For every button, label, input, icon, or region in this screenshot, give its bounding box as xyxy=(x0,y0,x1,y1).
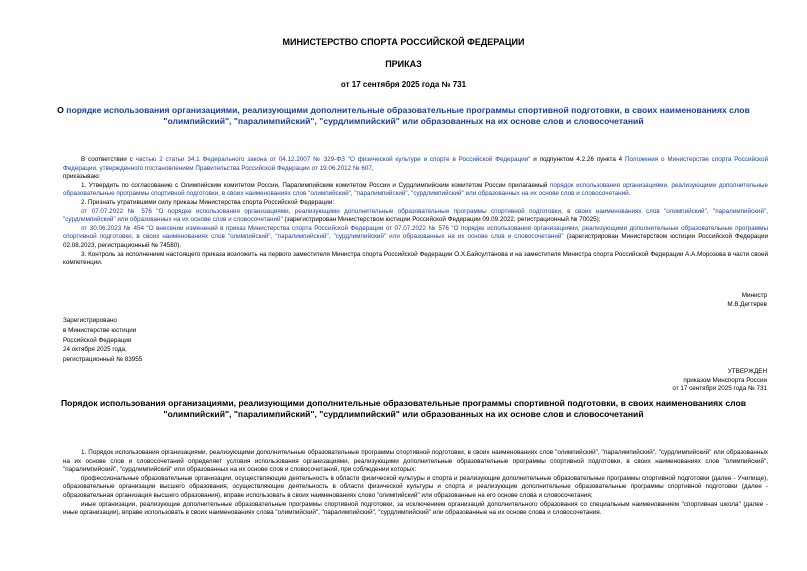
preamble-text-2: и подпунктом 4.2.26 пункта 4 xyxy=(530,156,625,163)
procedure-body xyxy=(63,449,768,518)
item-1-text: 1. Утвердить по согласованию с Олимпийским комитетом России, Паралимпийским комитетом России и Сурдлимпийским комитетом России прилагаемый xyxy=(81,181,550,189)
orders-word: приказываю: xyxy=(63,173,101,181)
registration-block xyxy=(63,316,142,365)
registration-line: Российской Федерации xyxy=(63,336,132,344)
approval-line: УТВЕРЖДЕН xyxy=(727,368,767,375)
procedure-paragraph-3: иные организации, реализующие дополнительные образовательные программы спортивной подготовки, за исключением организаций дополнительного образования со специальным наименованием "спортивная школа" (далее - иные организации), вправе использовать в своих наименованиях слова "олимпийский", "паралимпийский", "сурдлимпийский" или образованные на их основе слова и словосочетания. xyxy=(63,500,768,517)
subject-prefix: О xyxy=(57,105,67,115)
ministry-regulation-link[interactable]: Положения о Министерстве спорта Российской Федерации, утвержденного постановлением Правительства Российской Федерации от 19.06.2012 № 607 xyxy=(63,156,768,172)
item-1 xyxy=(63,182,768,199)
order-454-link[interactable]: от 30.06.2023 № 454 "О внесении изменений в приказ Министерства спорта Российской Федерации от 07.07.2022 № 576 "О порядке использования организациями, реализующими дополнительные образовательные программы спортивной подготовки, в своих наименованиях слов "олимпийский", "паралимпийский", "сурдлимпийский" или образованных на их основе слов и словосочетаний" xyxy=(63,224,768,241)
procedure-paragraph-1: 1. Порядок использования организациями, реализующими дополнительные образовательные программы спортивной подготовки, в своих наименованиях слов "олимпийский", "паралимпийский", "сурдлимпийский" или образованных на их основе слов и словосочетаний определяет условия использования организациями, реализующими дополнительные образовательные программы спортивной подготовки, в своих наименованиях слов "олимпийский", "паралимпийский", "сурдлимпийский" или образованных на их основе слов и словосочетаний, при соблюдении которых: xyxy=(63,449,768,474)
ministry-heading: МИНИСТЕРСТВО СПОРТА РОССИЙСКОЙ ФЕДЕРАЦИИ xyxy=(282,37,525,47)
item-2: 2. Признать утратившими силу приказы Министерства спорта Российской Федерации: xyxy=(81,198,335,206)
federal-law-link[interactable]: частью 2 статьи 34.1 Федерального закона от 04.12.2007 № 329-ФЗ "О физической культуре и спорте в Российской Федерации" xyxy=(135,156,531,163)
registration-line: 24 октября 2025 года, xyxy=(63,346,127,354)
registration-line: Зарегистрировано xyxy=(63,317,117,324)
item-2a xyxy=(63,208,768,225)
procedure-title: Порядок использования организациями, реализующими дополнительные образовательные программы спортивной подготовки, в своих наименованиях слов "олимпийский", "паралимпийский", "сурдлимпийский" или образованных на их основе слов и словосочетаний xyxy=(60,398,746,419)
order-heading: ПРИКАЗ xyxy=(385,59,422,69)
order-date-number: от 17 сентября 2025 года № 731 xyxy=(340,80,467,89)
preamble-text-1: В соответствии с xyxy=(81,156,136,163)
order-576-link[interactable]: от 07.07.2022 № 576 "О порядке использования организациями, реализующими дополнительные образовательные программы спортивной подготовки, в своих наименованиях слов "олимпийский", "паралимпийский", "сурдлимпийский" или образованных на их основе слов и словосочетаний" xyxy=(63,207,768,224)
order-body xyxy=(63,156,768,268)
item-2b-text: (зарегистрирован Министерством юстиции Российской Федерации 02.08.2023, регистрационный № 74580). xyxy=(63,233,768,249)
item-3: 3. Контроль за исполнением настоящего приказа возложить на первого заместителя Министра спорта Российской Федерации О.Х.Байсултанова и на заместителя Министра спорта Российской Федерации А.А.Морозова в части своей компетенции. xyxy=(63,250,768,267)
item-2a-text: (зарегистрирован Министерством юстиции Российской Федерации 09.09.2022, регистрационный № 70025); xyxy=(282,216,601,224)
approval-block xyxy=(672,368,767,394)
approval-line: приказом Минспорта России xyxy=(683,376,767,384)
signature-position: Министр xyxy=(741,292,767,299)
registration-line: в Министерстве юстиции xyxy=(63,326,137,334)
registration-line: регистрационный № 83955 xyxy=(63,356,143,364)
procedure-link[interactable]: порядок использования организациями, реализующими дополнительные образовательные программы спортивной подготовки, в своих наименованиях слов "олимпийский", "паралимпийский", "сурдлимпийский" или образованных на их основе слов и словосочетаний xyxy=(63,181,769,198)
order-subject xyxy=(40,105,767,127)
preamble-text-3: , xyxy=(371,164,374,172)
signature-block xyxy=(727,292,767,309)
procedure-paragraph-2: профессиональные образовательные организации, осуществляющие деятельность в области физической культуры и спорта и реализующие дополнительные образовательные программы спортивной подготовки (далее - Училище), образовательные организации высшего образования, осуществляющие деятельность в области физической культуры и спорта и реализующие дополнительные образовательные программы спортивной подготовки (далее - образовательная организация высшего образования), вправе использовать в своих наименованиях слово "олимпийский" или образованные на его основе слова и словосочетания; xyxy=(63,474,768,499)
item-2b xyxy=(63,225,768,251)
signature-name: М.В.Дегтярев xyxy=(727,300,767,308)
preamble-paragraph xyxy=(63,156,768,173)
subject-link[interactable]: порядке использования организациями, реализующими дополнительные образовательные программы спортивной подготовки, в своих наименованиях слов "олимпийский", "паралимпийский", "сурдлимпийский" или образованных на их основе слов и словосочетаний xyxy=(66,105,750,126)
item-1-end: . xyxy=(628,190,631,198)
approval-line: от 17 сентября 2025 года № 731 xyxy=(672,385,767,393)
